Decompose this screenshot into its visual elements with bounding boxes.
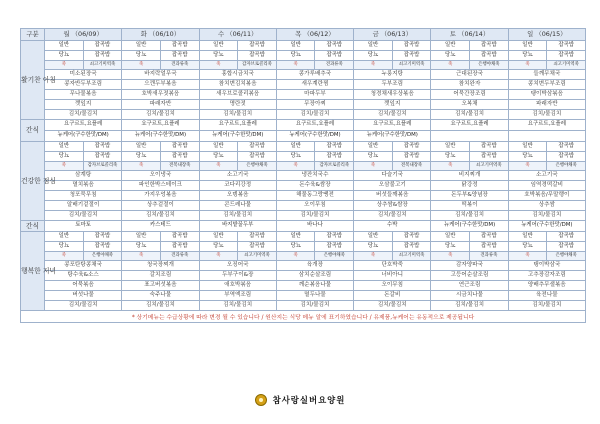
dish-cell: 멸두나물 xyxy=(276,291,353,301)
dish-cell: 너비아니 xyxy=(354,271,431,281)
dish-cell: 김치/물김치 xyxy=(354,110,431,120)
breakfast-dish-row xyxy=(21,110,586,120)
snack-item: 뉴케어(구수한맛/DM) xyxy=(431,221,508,232)
porridge-label: 죽 xyxy=(525,61,530,67)
diet-regular-label: 일반 xyxy=(445,41,456,48)
porridge-label: 죽 xyxy=(138,162,144,168)
diet-regular-label: 일반 xyxy=(445,142,456,149)
day-header-fri: 금 （06/13） xyxy=(354,29,431,41)
diet-regular-label: 일반 xyxy=(58,232,70,239)
dish-cell: 오복채 xyxy=(431,100,508,110)
dish-cell: 상추쌈&쌈장 xyxy=(354,201,431,211)
dish-cell: 단호박죽 xyxy=(354,261,431,271)
dish-cell: 상추쌈 xyxy=(508,201,585,211)
snack-item: 뉴케어(구수한맛/DM) xyxy=(122,131,199,142)
dinner-dish-row xyxy=(21,281,586,291)
lunch-dish-row xyxy=(21,171,586,181)
porridge-type: 은행야채죽 xyxy=(314,252,353,260)
dinner-dish-row xyxy=(21,291,586,301)
snack-item: 바지밭꿀두부 xyxy=(199,221,276,232)
day-header-sat: 토 （06/14） xyxy=(431,29,508,41)
weekly-menu-table xyxy=(20,28,586,311)
porridge-label: 죽 xyxy=(293,61,298,67)
diet-multigrain-label: 잡곡밥 xyxy=(469,232,508,241)
porridge-label: 죽 xyxy=(293,252,298,258)
snack-item: 뉴케어(구수한맛/DM) xyxy=(199,131,276,142)
diet-multigrain-label: 잡곡밥 xyxy=(160,152,199,161)
lunch-diet-row xyxy=(21,142,586,152)
diet-multigrain-label: 잡곡밥 xyxy=(546,152,585,161)
dish-cell: 버섯나물 xyxy=(45,291,122,301)
porridge-type: 쇠고기미역죽 xyxy=(237,252,276,260)
diet-multigrain-label: 잡곡밥 xyxy=(160,242,199,251)
diet-diabetic-label: 당뇨 xyxy=(522,242,533,249)
dish-cell: 버섯들깨볶음 xyxy=(354,191,431,201)
dish-cell: 탱이박삼볶음 xyxy=(508,90,585,100)
diet-multigrain-label: 잡곡밥 xyxy=(237,41,276,50)
dish-cell: 육전나물 xyxy=(508,291,585,301)
dish-cell: 임역경떡갈비 xyxy=(508,181,585,191)
dish-cell: 멸치볶음 xyxy=(45,181,122,191)
porridge-label: 죽 xyxy=(370,61,376,67)
diet-diabetic-label: 당뇨 xyxy=(290,152,301,159)
dish-cell: 김치/물김치 xyxy=(45,110,122,120)
dish-cell: 해물동그랑땡전 xyxy=(276,191,353,201)
diet-multigrain-label: 잡곡밥 xyxy=(160,51,199,60)
facility-name: 참사랑실버요양원 xyxy=(272,395,346,405)
diet-multigrain-label: 잡곡밥 xyxy=(83,152,122,161)
snack2-label: 간식 xyxy=(21,221,45,232)
dish-cell: 오이무침 xyxy=(354,281,431,291)
porridge-type: 은행야채죽 xyxy=(546,252,585,260)
dish-cell: 김치/물김치 xyxy=(431,110,508,120)
diet-multigrain-label: 잡곡밥 xyxy=(546,232,585,241)
diet-multigrain-label: 잡곡밥 xyxy=(314,51,353,60)
porridge-label: 죽 xyxy=(216,61,221,67)
diet-multigrain-label: 잡곡밥 xyxy=(314,242,353,251)
dish-cell: 깨순볶음나물 xyxy=(276,281,353,291)
dish-cell: 오삼불고기 xyxy=(354,181,431,191)
dish-cell: 김치/물김치 xyxy=(508,110,585,120)
snack-item: 요구르트,요플레 xyxy=(122,120,199,131)
diet-regular-label: 일반 xyxy=(290,142,301,149)
dish-cell: 연근조림 xyxy=(431,281,508,291)
diet-diabetic-label: 당뇨 xyxy=(367,152,379,159)
porridge-label: 죽 xyxy=(525,162,530,168)
porridge-label: 죽 xyxy=(448,162,453,168)
dish-cell: 깻잎지 xyxy=(354,100,431,110)
dish-cell: 갈치조림 xyxy=(122,271,199,281)
diet-multigrain-label: 잡곡밥 xyxy=(160,41,199,50)
porridge-type: 견과류죽 xyxy=(160,252,199,260)
porridge-type: 감자브로콜리죽 xyxy=(237,61,276,69)
day-header-sun: 일 （06/15） xyxy=(508,29,585,41)
diet-multigrain-label: 잡곡밥 xyxy=(546,242,585,251)
dish-cell: 김치/물김치 xyxy=(199,110,276,120)
header-row xyxy=(21,29,586,41)
diet-multigrain-label: 잡곡밥 xyxy=(546,142,585,151)
diet-multigrain-label: 잡곡밥 xyxy=(469,142,508,151)
dish-cell: 파래자반 xyxy=(508,100,585,110)
diet-diabetic-label: 당뇨 xyxy=(445,51,456,58)
porridge-label: 죽 xyxy=(216,162,221,168)
diet-multigrain-label: 잡곡밥 xyxy=(469,51,508,60)
day-header-thu: 목 （06/12） xyxy=(276,29,353,41)
porridge-type: 견과류죽 xyxy=(314,61,353,69)
porridge-type: 감자브로콜리죽 xyxy=(314,162,353,170)
dish-cell: 김치/물김치 xyxy=(431,211,508,221)
diet-regular-label: 일반 xyxy=(135,142,147,149)
porridge-type: 감자브로콜리죽 xyxy=(83,162,122,170)
diet-multigrain-label: 잡곡밥 xyxy=(160,232,199,241)
diet-regular-label: 일반 xyxy=(290,232,301,239)
facility-logo-icon xyxy=(255,394,267,406)
snack-item: 요구르트,요플레 xyxy=(199,120,276,131)
diet-regular-label: 일반 xyxy=(213,232,224,239)
dinner-dish-row xyxy=(21,271,586,281)
diet-regular-label: 일반 xyxy=(367,41,379,48)
corner-label: 구분 xyxy=(21,29,45,41)
snack-item: 뉴케어(구수한맛/DM) xyxy=(45,131,122,142)
diet-regular-label: 일반 xyxy=(135,232,147,239)
diet-multigrain-label: 잡곡밥 xyxy=(160,142,199,151)
snack-item xyxy=(508,131,585,142)
porridge-label: 죽 xyxy=(138,61,144,67)
porridge-type: 은행야채죽 xyxy=(546,162,585,170)
dish-cell: 김치/물김치 xyxy=(122,110,199,120)
dish-cell: 비지찌개 xyxy=(431,171,508,181)
dinner-dish-row xyxy=(21,261,586,271)
dinner-label: 행복한 저녁 xyxy=(21,232,45,311)
snack-item: 요구르트,요플레 xyxy=(508,120,585,131)
dish-cell: 돈두부&양념장 xyxy=(431,191,508,201)
dish-cell: 으깬두부볶음 xyxy=(122,80,199,90)
dish-cell: 코다리강정 xyxy=(199,181,276,191)
diet-multigrain-label: 잡곡밥 xyxy=(392,152,431,161)
diet-regular-label: 일반 xyxy=(522,142,533,149)
diet-multigrain-label: 잡곡밥 xyxy=(237,152,276,161)
dish-cell: 떡볶이 xyxy=(431,201,508,211)
snack-item xyxy=(431,131,508,142)
dish-cell: 콩가루배추국 xyxy=(276,70,353,80)
dish-cell: 오이냉국 xyxy=(122,171,199,181)
lunch-dish-row xyxy=(21,191,586,201)
porridge-label: 죽 xyxy=(448,252,453,258)
diet-diabetic-label: 당뇨 xyxy=(135,242,147,249)
porridge-label: 죽 xyxy=(61,61,66,67)
dish-cell: 부역엑조림 xyxy=(199,291,276,301)
diet-diabetic-label: 당뇨 xyxy=(290,51,301,58)
snack-item: 요구르트,요플레 xyxy=(276,120,353,131)
porridge-label: 죽 xyxy=(370,162,376,168)
porridge-label: 죽 xyxy=(448,61,453,67)
dish-cell: 소고기국 xyxy=(199,171,276,181)
dish-cell: 두부조림 xyxy=(354,80,431,90)
diet-diabetic-label: 당뇨 xyxy=(135,51,147,58)
lunch-dish-row xyxy=(21,211,586,221)
diet-regular-label: 일반 xyxy=(213,41,224,48)
notice-text: * 상기메뉴는 수급상황에 따라 변경 될 수 있습니다 / 원산지는 식당 메뉴 알에 표기하였습니다 / 유제품,뉴케어는 유동적으로 제공됩니다 xyxy=(20,311,586,323)
dish-cell: 어묵볶음 xyxy=(45,281,122,291)
dish-cell: 김치/물김치 xyxy=(122,211,199,221)
dish-cell: 콩자반두부조림 xyxy=(45,80,122,90)
dish-cell: 김치/물김치 xyxy=(431,301,508,311)
diet-regular-label: 일반 xyxy=(367,232,379,239)
dish-cell: 시금치나물 xyxy=(431,291,508,301)
dish-cell: 숙주나물 xyxy=(122,291,199,301)
diet-diabetic-label: 당뇨 xyxy=(367,242,379,249)
dish-cell: 오징어국 xyxy=(199,261,276,271)
diet-multigrain-label: 잡곡밥 xyxy=(237,232,276,241)
dish-cell: 표고버섯볶음 xyxy=(122,281,199,291)
dish-cell: 깻잎지 xyxy=(45,100,122,110)
porridge-label: 죽 xyxy=(138,252,144,258)
porridge-label: 죽 xyxy=(370,252,376,258)
breakfast-dish-row xyxy=(21,70,586,80)
dish-cell: 파래자반 xyxy=(122,100,199,110)
dinner-porridge-row xyxy=(21,252,586,261)
diet-multigrain-label: 잡곡밥 xyxy=(314,142,353,151)
lunch-label: 건강한 점심 xyxy=(21,142,45,221)
diet-multigrain-label: 잡곡밥 xyxy=(392,232,431,241)
day-header-mon: 월 （06/09） xyxy=(45,29,122,41)
dish-cell: 무나물볶음 xyxy=(45,90,122,100)
dish-cell: 돈갈비 xyxy=(354,291,431,301)
diet-diabetic-label: 당뇨 xyxy=(522,152,533,159)
porridge-label: 죽 xyxy=(61,162,66,168)
snack-item: 뉴케어(구수한맛/DM) xyxy=(354,131,431,142)
porridge-label: 죽 xyxy=(525,252,530,258)
dish-cell: 무장아찌 xyxy=(276,100,353,110)
snack-item: 뉴케어(구수한맛/DM) xyxy=(276,131,353,142)
breakfast-dish-row xyxy=(21,100,586,110)
snack-item: 뉴케어(구수한맛/DM) xyxy=(508,221,585,232)
dish-cell: 마파두부 xyxy=(276,90,353,100)
porridge-label: 죽 xyxy=(216,252,221,258)
lunch-porridge-row xyxy=(21,162,586,171)
porridge-type: 은행야채죽 xyxy=(237,162,276,170)
dish-cell: 김치/물김치 xyxy=(45,211,122,221)
porridge-type: 쇠고기미역죽 xyxy=(83,61,122,69)
dish-cell: 애호박볶음 xyxy=(199,281,276,291)
snack-item: 바나나 xyxy=(276,221,353,232)
dish-cell: 어묵간장조림 xyxy=(431,90,508,100)
breakfast-label: 활기찬 아침 xyxy=(21,41,45,120)
dish-cell: 김치/물김치 xyxy=(354,301,431,311)
day-header-tue: 화 （06/10） xyxy=(122,29,199,41)
diet-multigrain-label: 잡곡밥 xyxy=(237,142,276,151)
dinner-diet-row-2 xyxy=(21,242,586,252)
dish-cell: 감자양파국 xyxy=(431,261,508,271)
porridge-type: 은행야채죽 xyxy=(469,61,508,69)
diet-regular-label: 일반 xyxy=(135,41,147,48)
diet-diabetic-label: 당뇨 xyxy=(522,51,533,58)
porridge-label: 죽 xyxy=(293,162,298,168)
porridge-type: 전복내장죽 xyxy=(160,162,199,170)
dish-cell: 콩포탄탕콩채국 xyxy=(45,261,122,271)
dinner-dish-row xyxy=(21,301,586,311)
dish-cell: 김치/물김치 xyxy=(354,211,431,221)
snack-item: 토마토 xyxy=(45,221,122,232)
dish-cell: 청국장찌개 xyxy=(122,261,199,271)
diet-multigrain-label: 잡곡밥 xyxy=(392,51,431,60)
dish-cell: 삼계탕 xyxy=(45,171,122,181)
dish-cell: 호박볶음/무말랭이 xyxy=(508,191,585,201)
diet-regular-label: 일반 xyxy=(58,142,70,149)
dish-cell: 상추겉절이 xyxy=(122,201,199,211)
porridge-label: 죽 xyxy=(61,252,66,258)
porridge-type: 은행야채죽 xyxy=(83,252,122,260)
dish-cell: 가지우엉볶음 xyxy=(122,191,199,201)
snack-item: 수박 xyxy=(354,221,431,232)
dish-cell: 김치/물김치 xyxy=(276,110,353,120)
diet-multigrain-label: 잡곡밥 xyxy=(469,242,508,251)
dish-cell: 호박새우젓볶음 xyxy=(122,90,199,100)
diet-multigrain-label: 잡곡밥 xyxy=(392,242,431,251)
dish-cell: 누룽지탕 xyxy=(354,70,431,80)
porridge-type: 견과류죽 xyxy=(469,252,508,260)
lunch-diet-row-2 xyxy=(21,152,586,162)
dish-cell: 파인한박스테이크 xyxy=(122,181,199,191)
diet-multigrain-label: 잡곡밥 xyxy=(237,242,276,251)
dish-cell: 닭강정 xyxy=(431,181,508,191)
dish-cell: 고등어순살조림 xyxy=(431,271,508,281)
footer xyxy=(0,394,600,406)
dish-cell: 소고기국 xyxy=(508,171,585,181)
diet-diabetic-label: 당뇨 xyxy=(213,242,224,249)
dish-cell: 김치/물김치 xyxy=(199,301,276,311)
porridge-type: 쇠고기미역죽 xyxy=(392,252,431,260)
diet-multigrain-label: 잡곡밥 xyxy=(546,41,585,50)
dish-cell: 미소된장국 xyxy=(45,70,122,80)
breakfast-dish-row xyxy=(21,80,586,90)
dish-cell: 김치/물김치 xyxy=(122,301,199,311)
dish-cell: 김치/물김치 xyxy=(276,301,353,311)
diet-multigrain-label: 잡곡밥 xyxy=(314,152,353,161)
snack1-row xyxy=(21,120,586,131)
diet-diabetic-label: 당뇨 xyxy=(58,242,70,249)
dish-cell: 김치/물김치 xyxy=(199,211,276,221)
dish-cell: 김치/물김치 xyxy=(45,301,122,311)
diet-diabetic-label: 당뇨 xyxy=(58,51,70,58)
diet-multigrain-label: 잡곡밥 xyxy=(469,152,508,161)
dish-cell: 육개장 xyxy=(276,261,353,271)
dish-cell: 새우브로콜리볶음 xyxy=(199,90,276,100)
diet-diabetic-label: 당뇨 xyxy=(290,242,301,249)
snack2-row xyxy=(21,221,586,232)
diet-multigrain-label: 잡곡밥 xyxy=(83,142,122,151)
breakfast-diet-row-2 xyxy=(21,51,586,61)
diet-diabetic-label: 당뇨 xyxy=(367,51,379,58)
dish-cell: 청포묵무침 xyxy=(45,191,122,201)
diet-multigrain-label: 잡곡밥 xyxy=(469,41,508,50)
dish-cell: 돈수육&쌈장 xyxy=(276,181,353,191)
dish-cell: 오뎅볶음 xyxy=(199,191,276,201)
dish-cell: 김치/물김치 xyxy=(508,211,585,221)
dish-cell: 김치/물김치 xyxy=(276,211,353,221)
porridge-type: 전복내장죽 xyxy=(392,162,431,170)
dish-cell: 탕수육&소스 xyxy=(45,271,122,281)
diet-multigrain-label: 잡곡밥 xyxy=(546,51,585,60)
dish-cell: 홍합시금치국 xyxy=(199,70,276,80)
dish-cell: 고추장감자조림 xyxy=(508,271,585,281)
dish-cell: 알배기겉절이 xyxy=(45,201,122,211)
diet-multigrain-label: 잡곡밥 xyxy=(314,41,353,50)
dish-cell: 콘드레나물 xyxy=(199,201,276,211)
dish-cell: 참치변김치볶음 xyxy=(199,80,276,90)
diet-regular-label: 일반 xyxy=(58,41,70,48)
diet-diabetic-label: 당뇨 xyxy=(58,152,70,159)
snack-item: 요구르트,요플레 xyxy=(45,120,122,131)
dish-cell: 냉잔치국수 xyxy=(276,171,353,181)
dish-cell: 명란젓 xyxy=(199,100,276,110)
snack-item: 카스테드 xyxy=(122,221,199,232)
dish-cell: 청경채새우상볶음 xyxy=(354,90,431,100)
diet-diabetic-label: 당뇨 xyxy=(135,152,147,159)
diet-multigrain-label: 잡곡밥 xyxy=(237,51,276,60)
porridge-type: 쇠고기미역죽 xyxy=(392,61,431,69)
snack1-label: 간식 xyxy=(21,120,45,142)
dish-cell: 오이무침 xyxy=(276,201,353,211)
lunch-dish-row xyxy=(21,181,586,191)
snack-item: 요구르트,요플레 xyxy=(431,120,508,131)
diet-regular-label: 일반 xyxy=(522,232,533,239)
diet-regular-label: 일반 xyxy=(290,41,301,48)
diet-diabetic-label: 당뇨 xyxy=(213,51,224,58)
diet-multigrain-label: 잡곡밥 xyxy=(392,41,431,50)
diet-regular-label: 일반 xyxy=(367,142,379,149)
diet-regular-label: 일반 xyxy=(213,142,224,149)
diet-regular-label: 일반 xyxy=(445,232,456,239)
dish-cell: 두부구이&장 xyxy=(199,271,276,281)
diet-diabetic-label: 당뇨 xyxy=(445,242,456,249)
diet-diabetic-label: 당뇨 xyxy=(445,152,456,159)
dish-cell: 김치/물김치 xyxy=(508,301,585,311)
diet-multigrain-label: 잡곡밥 xyxy=(392,142,431,151)
breakfast-diet-row xyxy=(21,41,586,51)
dish-cell: 삼치순살조림 xyxy=(276,271,353,281)
porridge-type: 쇠고기미역죽 xyxy=(546,61,585,69)
dish-cell: 다슬기국 xyxy=(354,171,431,181)
dish-cell: 들깨무채국 xyxy=(508,70,585,80)
day-header-wed: 수 （06/11） xyxy=(199,29,276,41)
breakfast-porridge-row xyxy=(21,61,586,70)
dish-cell: 탱이박삼국 xyxy=(508,261,585,271)
diet-multigrain-label: 잡곡밥 xyxy=(83,242,122,251)
diet-multigrain-label: 잡곡밥 xyxy=(83,232,122,241)
breakfast-dish-row xyxy=(21,90,586,100)
diet-diabetic-label: 당뇨 xyxy=(213,152,224,159)
dish-cell: 양배추무샐볶음 xyxy=(508,281,585,291)
diet-multigrain-label: 잡곡밥 xyxy=(83,41,122,50)
snack1-row-2 xyxy=(21,131,586,142)
diet-multigrain-label: 잡곡밥 xyxy=(314,232,353,241)
porridge-type: 쇠고기미역죽 xyxy=(469,162,508,170)
lunch-dish-row xyxy=(21,201,586,211)
dish-cell: 참치완자 xyxy=(431,80,508,90)
dish-cell: 근대된장국 xyxy=(431,70,508,80)
snack-item: 요구르트,요플레 xyxy=(354,120,431,131)
dish-cell: 바지락얼무국 xyxy=(122,70,199,80)
dish-cell: 새우계란찜 xyxy=(276,80,353,90)
diet-regular-label: 일반 xyxy=(522,41,533,48)
dinner-diet-row xyxy=(21,232,586,242)
dish-cell: 콩치변두부조림 xyxy=(508,80,585,90)
porridge-type: 견과류죽 xyxy=(160,61,199,69)
diet-multigrain-label: 잡곡밥 xyxy=(83,51,122,60)
